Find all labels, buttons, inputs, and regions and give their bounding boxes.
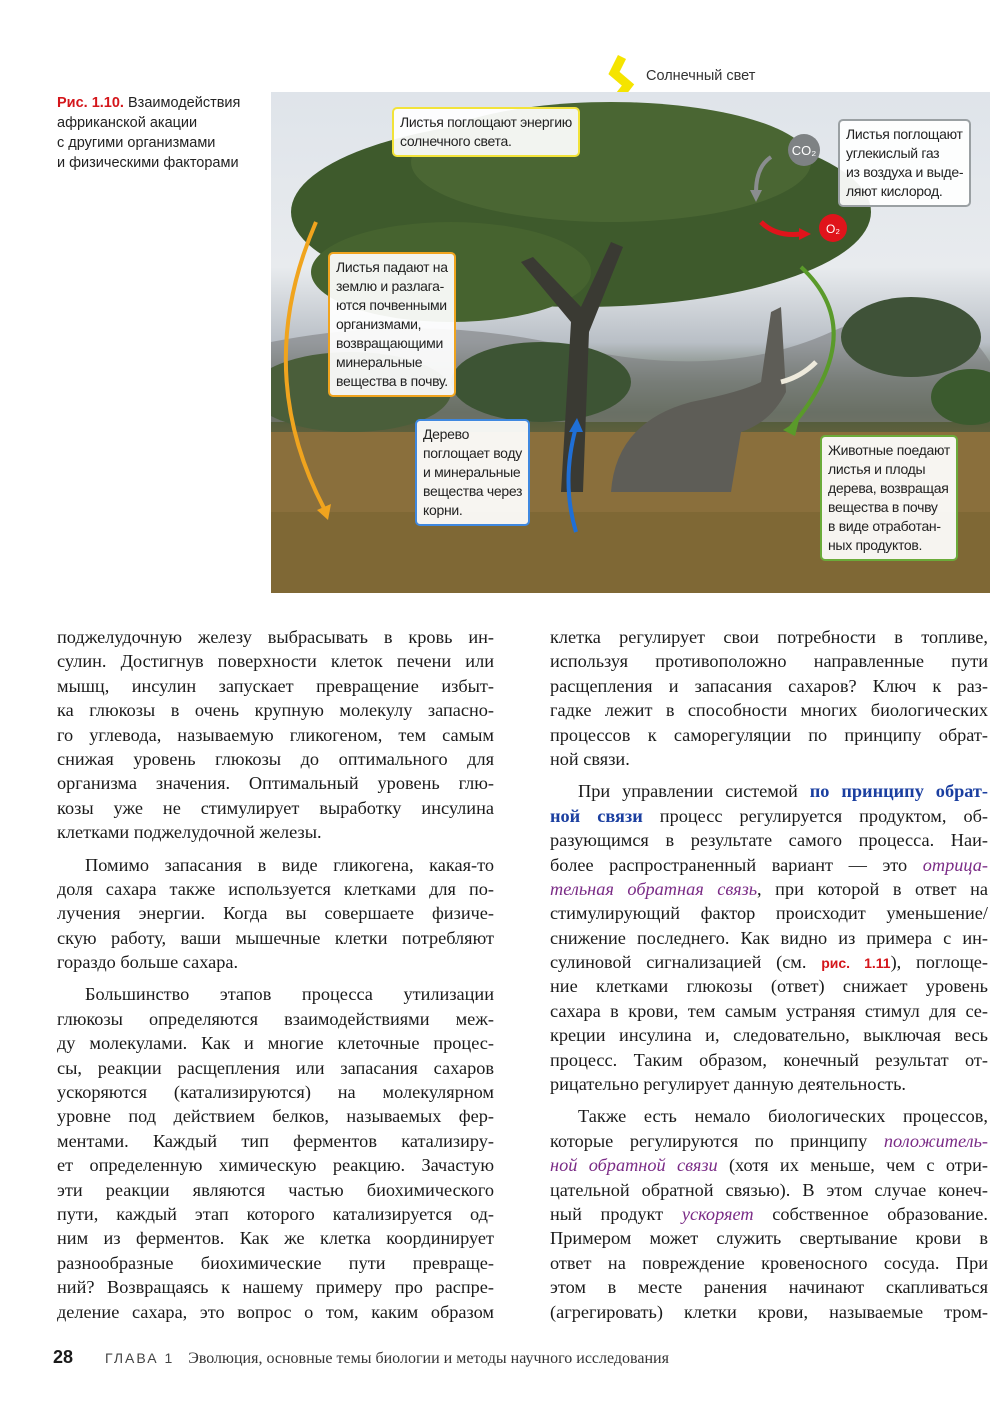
text-line: сы, реакции расщепления или запасания сахаров: [57, 1057, 494, 1078]
text-line: ускоряются (катализируются) на молекулярном: [57, 1082, 494, 1103]
text-line: процесс. Таким образом, конечный результат от-: [550, 1049, 988, 1070]
text-line: ментами. Каждый тип ферментов катализиру-: [57, 1130, 494, 1151]
text-line: лучения энергии. Когда вы совершаете физиче-: [57, 903, 494, 924]
text-line: цательной обратной связью). В этом случае конеч-: [550, 1179, 988, 1200]
text-line: ответ на повреждение кровеносного сосуда. При: [550, 1252, 988, 1273]
text-line: этом в месте ранения начинают скапливаться: [550, 1277, 988, 1298]
text-line: ду молекулами. Как и многие клеточные процес-: [57, 1033, 494, 1054]
text-line: эти реакции являются частью биохимического: [57, 1179, 494, 1200]
text-line: клетка регулирует свои потребности в топливе,: [550, 627, 988, 647]
o2-text: O₂: [826, 222, 840, 236]
text-segment: , при которой в ответ на: [757, 878, 989, 899]
page-number: 28: [53, 1347, 74, 1367]
text-line: доля сахара также используется клетками для по-: [57, 878, 494, 899]
text-segment: сулиновой сигнализацией (см.: [550, 952, 822, 973]
text-line: Большинство этапов процесса утилизации: [85, 984, 494, 1005]
text-segment: (хотя их меньше, чем с отри-: [717, 1155, 988, 1176]
sunlight-label: Солнечный свет: [646, 68, 756, 84]
paragraph: [550, 1104, 988, 1324]
text-segment: более распространенный вариант — это: [550, 854, 923, 875]
text-line: скую работу, ваши мышечные клетки потребляют: [57, 927, 494, 948]
key-term[interactable]: по принципу обрат-: [809, 781, 988, 802]
text-segment: которые регулируются по принципу: [550, 1130, 884, 1151]
page-footer: [53, 1347, 669, 1368]
text-line: гадке лежит в способности многих биологических: [550, 700, 988, 721]
paragraph: [57, 625, 494, 845]
paragraph: [550, 779, 988, 1096]
text-line: разнообразные биохимические пути превраще-: [57, 1252, 494, 1273]
chapter-title: Эволюция, основные темы биологии и методы научного исследования: [188, 1350, 669, 1367]
text-line: [550, 1153, 988, 1177]
key-term[interactable]: ной связи: [550, 805, 643, 826]
figure-reference-link[interactable]: рис. 1.11: [821, 955, 891, 972]
text-segment: При управлении системой: [578, 781, 810, 802]
text-line: ний? Возвращаясь к нашему примеру про распре-: [57, 1277, 494, 1298]
caption-line: африканской акации: [57, 115, 198, 131]
text-segment: собственное образование.: [753, 1203, 988, 1224]
chapter-label: ГЛАВА 1: [105, 1350, 175, 1366]
emphasis-term: положитель-: [883, 1130, 988, 1151]
acacia-elephant-photo: [271, 92, 990, 593]
text-line: разующимся в результате самого процесса. Наи-: [550, 830, 988, 851]
text-line: деление сахара, это вопрос о том, каким образом: [57, 1301, 494, 1322]
caption-line: с другими организмами: [57, 135, 216, 151]
emphasis-term: ной обратной связи: [550, 1155, 718, 1176]
text-column-right: [550, 625, 988, 1324]
text-line: сахара в крови, тем самым устраняя стимул для се-: [550, 1000, 988, 1021]
text-segment: ный продукт: [550, 1203, 682, 1224]
label-leaves-fall: Листья падают на землю и разлага- ются почвенными организмами, возвращающими минеральные вещества в почву.: [328, 252, 456, 397]
text-line: (агрегировать) клетки крови, называемые тром-: [550, 1301, 988, 1322]
emphasis-term: отрица-: [922, 854, 988, 875]
text-segment: ), поглоще-: [890, 952, 989, 973]
text-line: поджелудочную железу выбрасывать в кровь ин-: [57, 627, 494, 647]
paragraph: [550, 625, 988, 771]
label-animals: Животные поедают листья и плоды дерева, возвращая вещества в почву в виде отработан- ных продуктов.: [820, 435, 958, 561]
paragraph: [57, 853, 494, 975]
text-line: снижение последнего. Как видно из примера с ин-: [550, 927, 988, 948]
text-line: ние клетками глюкозы (ответ) снижает уровень: [550, 976, 988, 997]
label-tree-water: Дерево поглощает воду и минеральные вещества через корни.: [415, 419, 530, 526]
text-line: креции инсулина и, следовательно, выключая весь: [550, 1025, 988, 1046]
text-line: гораздо больше сахара.: [57, 952, 239, 973]
blue-arrowhead-icon: [569, 418, 583, 432]
text-line: уровне под действием белков, называемых фер-: [57, 1106, 494, 1127]
text-line: [550, 779, 988, 803]
text-line: рицательно регулирует данную деятельность.: [550, 1074, 907, 1095]
text-line: клетками поджелудочной железы.: [57, 822, 322, 843]
text-line: козы уже не стимулирует выработку инсулина: [57, 797, 494, 818]
figure-number: Рис. 1.10.: [57, 95, 124, 111]
text-line: [550, 877, 988, 901]
text-line: ним из ферментов. Как же клетка координирует: [57, 1228, 494, 1249]
text-line: организма значения. Оптимальный уровень глю-: [57, 773, 494, 794]
text-line: ка глюкозы в очень крупную молекулу запасно-: [57, 700, 494, 721]
label-leaves-gas: Листья поглощают углекислый газ из воздуха и выде- ляют кислород.: [838, 119, 971, 207]
text-line: снижая уровень глюкозы до оптимального для: [57, 748, 494, 769]
text-line: го углевода, называемую гликогеном, тем самым: [57, 724, 494, 745]
text-line: [550, 1129, 988, 1153]
text-line: используя противоположно направленные пути: [550, 651, 988, 672]
text-segment: процесс регулируется продуктом, об-: [642, 805, 989, 826]
text-line: Также есть немало биологических процессов,: [578, 1106, 988, 1127]
caption-line: Взаимодействия: [128, 95, 241, 111]
red-arrowhead-icon: [799, 228, 811, 240]
text-line: Помимо запасания в виде гликогена, какая-то: [85, 854, 494, 875]
text-line: [550, 1202, 988, 1226]
text-line: мышц, инсулин запускает превращение избыт-: [57, 675, 494, 696]
text-line: [550, 853, 988, 877]
text-line: глюкозы определяются взаимодействиями меж-: [57, 1008, 494, 1029]
label-leaves-energy: Листья поглощают энергию солнечного света.: [392, 107, 580, 157]
text-line: пути, каждый этап которого катализируется од-: [57, 1203, 494, 1224]
text-line: процессов к саморегуляции по принципу обрат-: [550, 724, 988, 745]
co2-text: CO₂: [791, 143, 817, 158]
green-arrowhead-icon: [783, 420, 799, 436]
gray-arrowhead-icon: [750, 190, 762, 202]
text-line: сулин. Достигнув поверхности клеток печени или: [57, 651, 494, 672]
text-line: [550, 804, 988, 828]
text-column-left: [57, 625, 494, 1324]
text-line: Примером может служить свертывание крови в: [550, 1228, 988, 1249]
paragraph: [57, 982, 494, 1323]
text-line: ет определенную химическую реакцию. Зачастую: [57, 1155, 494, 1176]
caption-line: и физическими факторами: [57, 155, 239, 171]
emphasis-term: ускоряет: [681, 1203, 754, 1224]
text-line: расщепления и запасания сахаров? Ключ к раз-: [550, 675, 988, 696]
text-line: [550, 950, 988, 974]
figure-caption: [57, 93, 257, 173]
text-line: стимулирующий фактор происходит уменьшение/: [550, 903, 988, 924]
emphasis-term: тельная обратная связь: [550, 878, 758, 899]
text-line: ной связи.: [550, 748, 630, 769]
